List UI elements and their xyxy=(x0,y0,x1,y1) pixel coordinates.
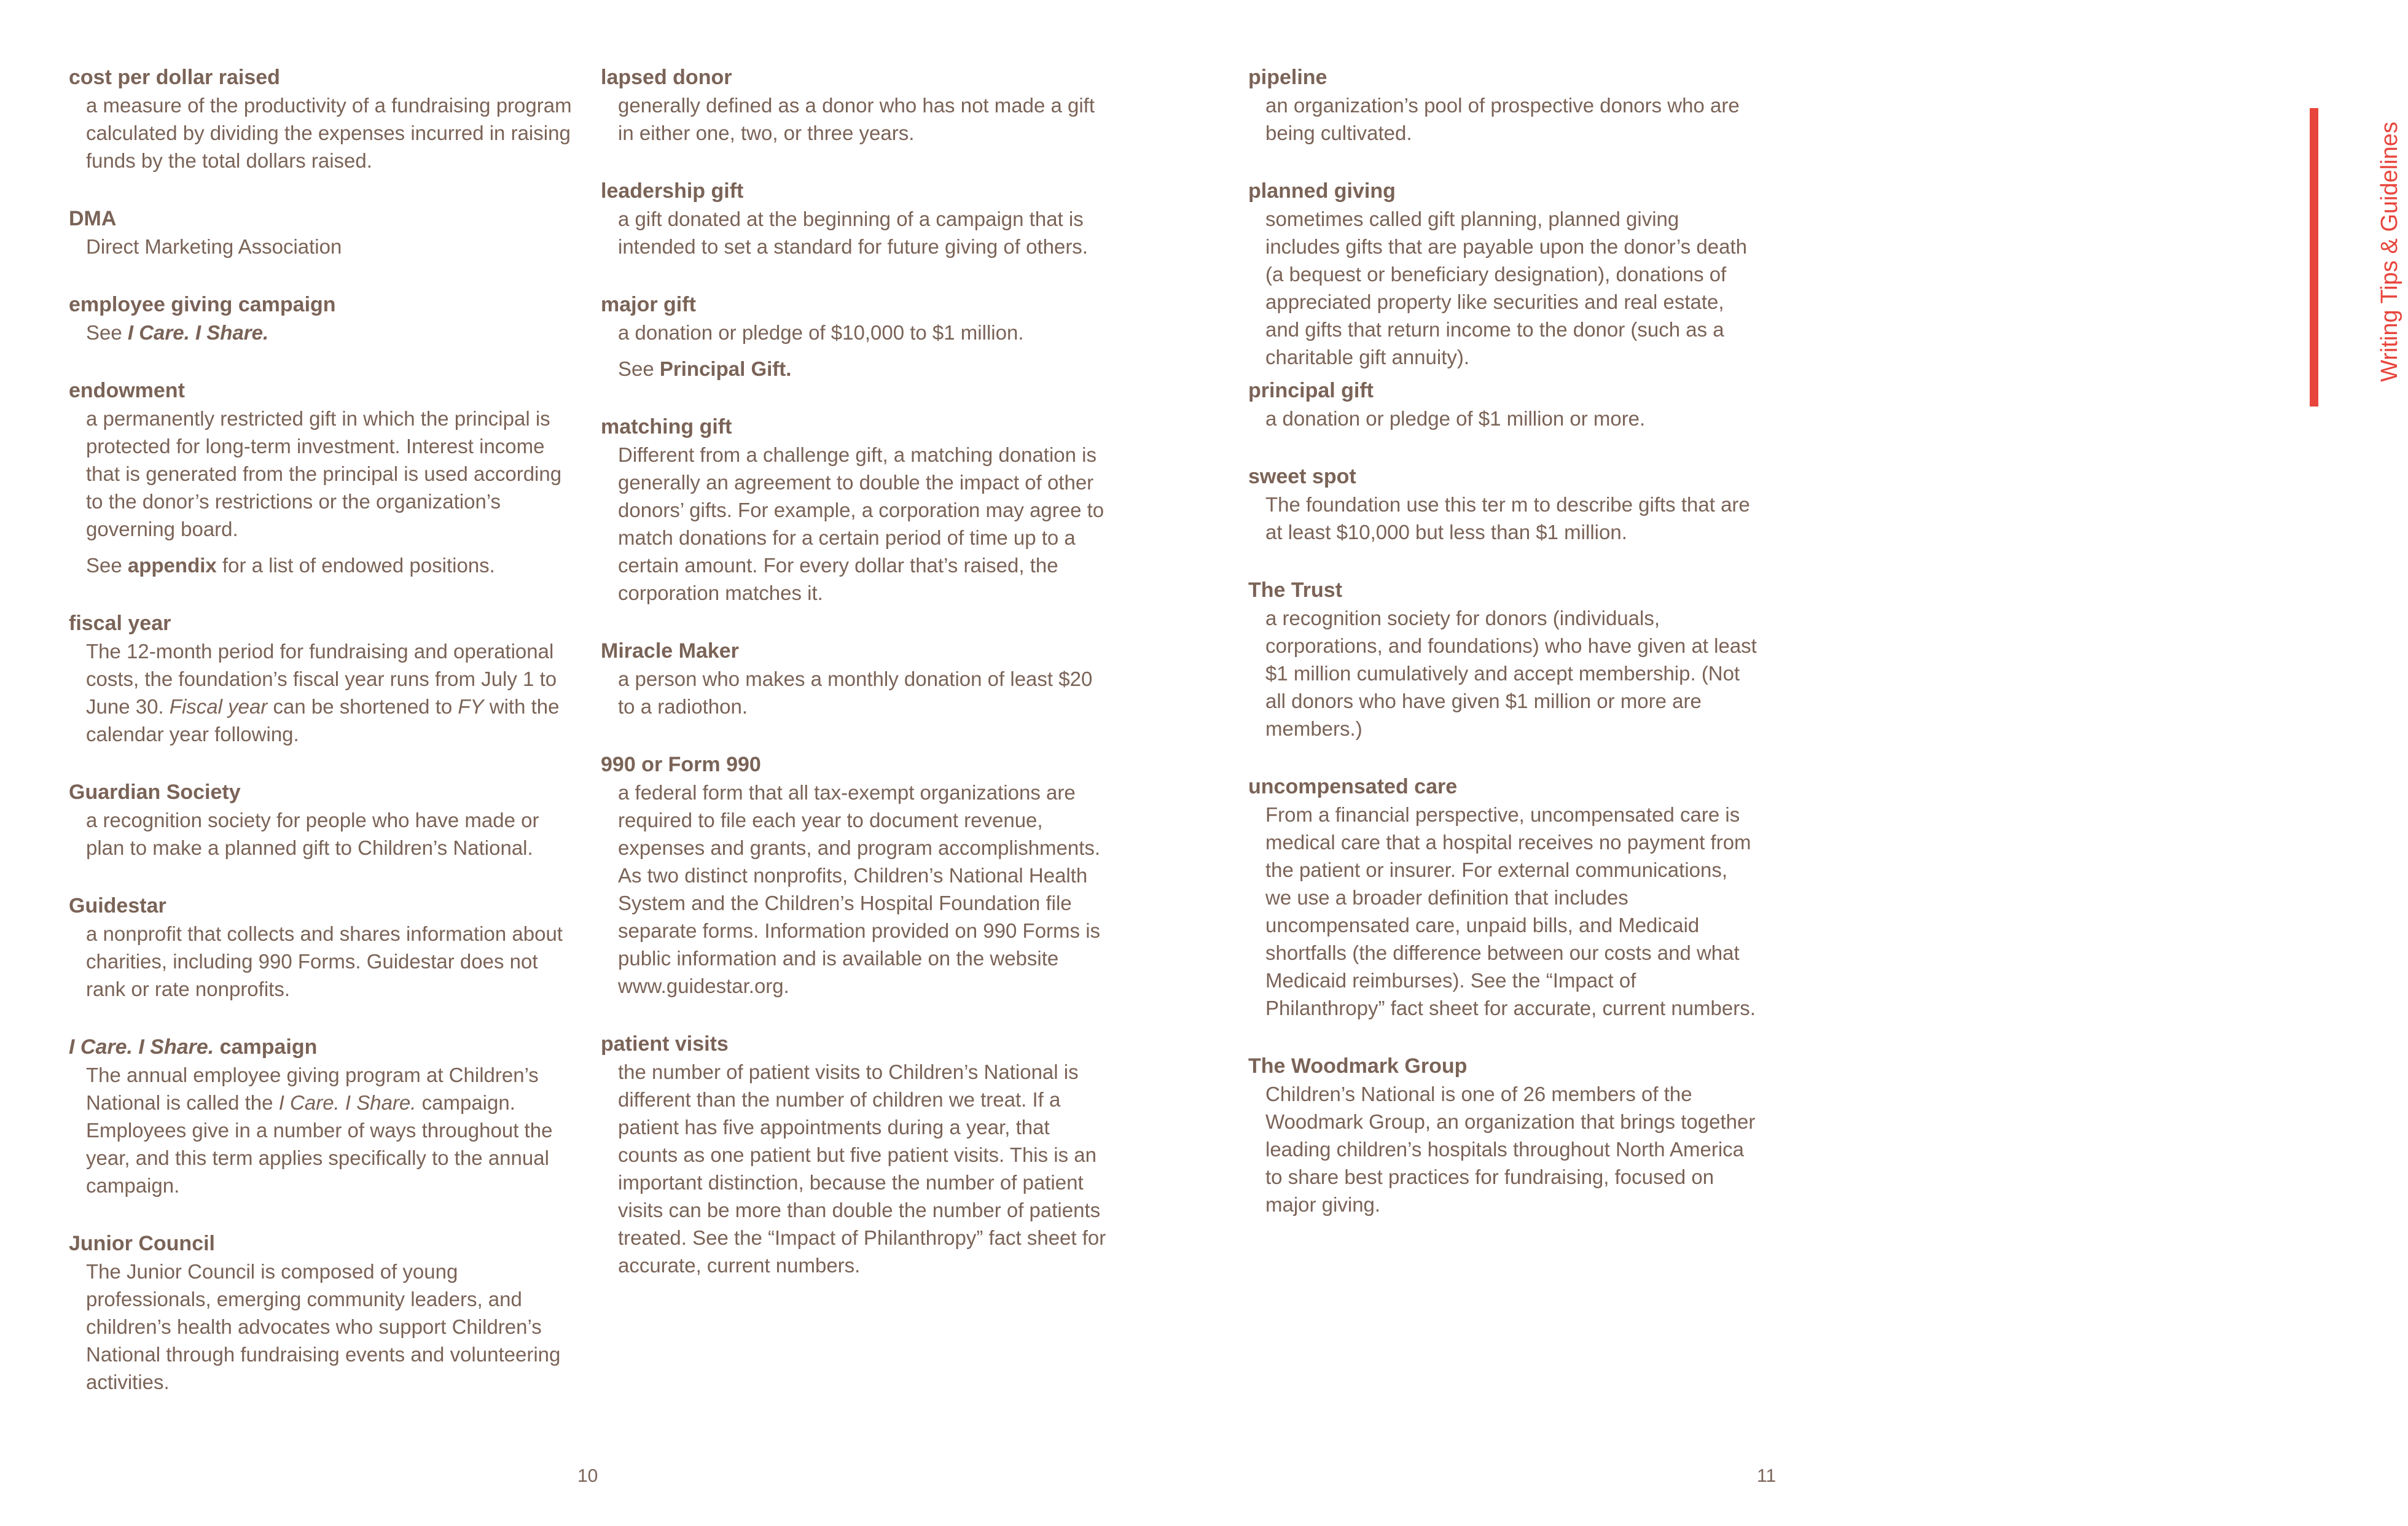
entry-definition: the number of patient visits to Children’s National is different than the number of children we treat. If a patient has five appointments during a year, that counts as one patient but five patient visits. This is an important distinction, because the number of patient visits can be more than double the number of patients treated. See the “Impact of Philanthropy” fact sheet for accurate, current numbers. xyxy=(618,1061,1106,1277)
entry-leadership-gift xyxy=(601,177,1111,260)
entry-definition: a person who makes a monthly donation of least $20 to a radiothon. xyxy=(618,668,1093,718)
entry-definition: Children’s National is one of 26 members of the Woodmark Group, an organization that brings together leading children’s hospitals throughout North America to share best practices for fundraising, focused on major giving. xyxy=(1265,1083,1756,1216)
entry-term: pipeline xyxy=(1248,66,1327,89)
entry-definition: Different from a challenge gift, a matching donation is generally an agreement to double the impact of other donors’ gifts. For example, a corporation may agree to match donations for a certain period of time up to a certain amount. For every dollar that’s raised, the corporation matches it. xyxy=(618,443,1104,604)
definition-text: with the calendar year following. xyxy=(86,695,560,745)
glossary-column-3 xyxy=(1248,64,1758,1249)
entry-term: principal gift xyxy=(1248,379,1374,402)
term-italic: I Care. I Share. xyxy=(69,1035,214,1059)
entry-term: Miracle Maker xyxy=(601,639,739,663)
entry-term: Guidestar xyxy=(69,894,166,917)
see-prefix: See xyxy=(618,357,660,380)
entry-definition: a donation or pledge of $10,000 to $1 million. xyxy=(618,321,1024,344)
entry-term xyxy=(69,1034,579,1061)
entry-form-990 xyxy=(601,751,1111,1000)
page-number-right: 11 xyxy=(1757,1466,1777,1486)
entry-definition: a permanently restricted gift in which the principal is protected for long-term investment. Interest income that is generated from the principal is used according to the donor’s restrictions or the organization’s governing board. xyxy=(86,407,562,540)
entry-guardian-society xyxy=(69,779,579,862)
entry-definition: The foundation use this ter m to describe gifts that are at least $10,000 but less than $1 million. xyxy=(1265,493,1750,543)
entry-cost-per-dollar xyxy=(69,64,579,174)
entry-term: cost per dollar raised xyxy=(69,66,280,89)
entry-term: uncompensated care xyxy=(1248,775,1458,798)
definition-text: The 12-month period for fundraising and operational costs, the foundation’s fiscal year runs from July 1 to June 30. xyxy=(86,640,557,718)
entry-term: DMA xyxy=(69,207,117,230)
entry-term: sweet spot xyxy=(1248,465,1356,488)
term-text: campaign xyxy=(214,1035,318,1059)
entry-pipeline xyxy=(1248,64,1758,147)
entry-term: major gift xyxy=(601,293,696,316)
entry-employee-giving xyxy=(69,291,579,346)
entry-term: 990 or Form 990 xyxy=(601,753,761,776)
entry-principal-gift xyxy=(1248,377,1758,432)
entry-definition: a nonprofit that collects and shares information about charities, including 990 Forms. Guidestar does not rank or rate nonprofits. xyxy=(86,922,563,1000)
entry-term: Guardian Society xyxy=(69,781,241,804)
entry-icare-campaign xyxy=(69,1034,579,1199)
entry-term: Junior Council xyxy=(69,1232,215,1255)
entry-patient-visits xyxy=(601,1030,1111,1279)
entry-definition: an organization’s pool of prospective donors who are being cultivated. xyxy=(1265,94,1740,144)
entry-definition: sometimes called gift planning, planned giving includes gifts that are payable upon the donor’s death (a bequest or beneficiary designation), donations of appreciated property like securities and real estate, and gifts that return income to the donor (such as a charitable gift annuity). xyxy=(1265,208,1748,368)
entry-endowment xyxy=(69,377,579,579)
entry-term: leadership gift xyxy=(601,179,744,203)
entry-definition: The Junior Council is composed of young professionals, emerging community leaders, and children’s health advocates who support Children’s National through fundraising events and volunteering activities. xyxy=(86,1260,561,1393)
entry-definition: a donation or pledge of $1 million or more. xyxy=(1265,407,1646,430)
glossary-column-2 xyxy=(601,64,1111,1310)
entry-definition: a measure of the productivity of a fundraising program calculated by dividing the expenses incurred in raising funds by the total dollars raised. xyxy=(86,94,572,172)
entry-term: patient visits xyxy=(601,1032,729,1056)
entry-see-reference xyxy=(86,319,579,346)
entry-definition: a gift donated at the beginning of a campaign that is intended to set a standard for future giving of others. xyxy=(618,208,1088,258)
entry-term: endowment xyxy=(69,379,185,402)
see-suffix: for a list of endowed positions. xyxy=(216,554,495,577)
definition-text: can be shortened to xyxy=(267,695,458,718)
entry-definition: Direct Marketing Association xyxy=(86,235,342,258)
entry-term: The Trust xyxy=(1248,578,1343,602)
entry-matching-gift xyxy=(601,413,1111,607)
entry-term: lapsed donor xyxy=(601,66,732,89)
entry-junior-council xyxy=(69,1230,579,1396)
entry-sweet-spot xyxy=(1248,463,1758,546)
entry-definition xyxy=(86,637,579,748)
entry-guidestar xyxy=(69,892,579,1003)
entry-uncompensated-care xyxy=(1248,773,1758,1022)
see-prefix: See xyxy=(86,321,128,344)
entry-definition xyxy=(86,1061,579,1199)
entry-major-gift xyxy=(601,291,1111,383)
entry-definition: a recognition society for donors (individuals, corporations, and foundations) who have given at least $1 million cumulatively and accept membership. (Not all donors who have given $1 million or more are members.) xyxy=(1265,607,1757,740)
entry-term: planned giving xyxy=(1248,179,1396,203)
see-link: Principal Gift. xyxy=(659,357,792,380)
section-tab-bar xyxy=(2310,108,2318,407)
entry-miracle-maker xyxy=(601,637,1111,720)
entry-term: employee giving campaign xyxy=(69,293,336,316)
entry-definition: a federal form that all tax-exempt organizations are required to file each year to document revenue, expenses and grants, and program accomplishments. As two distinct nonprofits, Children’s National Health System and the Children’s Hospital Foundation file separate forms. Information provided on 990 Forms is public information and is available on the website www.guidestar.org. xyxy=(618,781,1101,997)
section-tab-label: Writing Tips & Guidelines xyxy=(2377,122,2402,382)
entry-definition: a recognition society for people who have made or plan to make a planned gift to Children’s National. xyxy=(86,809,539,859)
definition-italic: FY xyxy=(458,695,484,718)
entry-term: matching gift xyxy=(601,415,732,438)
entry-the-trust xyxy=(1248,577,1758,742)
entry-definition: From a financial perspective, uncompensated care is medical care that a hospital receives no payment from the patient or insurer. For external communications, we use a broader definition that includes uncompensated care, unpaid bills, and Medicaid shortfalls (the difference between our costs and what Medicaid reimburses). See the “Impact of Philanthropy” fact sheet for accurate, current numbers. xyxy=(1265,803,1756,1019)
entry-term: The Woodmark Group xyxy=(1248,1054,1468,1078)
definition-text: campaign. Employees give in a number of ways throughout the year, and this term applies specifically to the annual campaign. xyxy=(86,1091,553,1197)
entry-definition: generally defined as a donor who has not made a gift in either one, two, or three years. xyxy=(618,94,1095,144)
entry-term: fiscal year xyxy=(69,612,171,635)
definition-italic: Fiscal year xyxy=(169,695,268,718)
page-number-left: 10 xyxy=(577,1466,598,1486)
entry-see-reference xyxy=(86,551,579,579)
glossary-column-1 xyxy=(69,64,579,1427)
see-link: I Care. I Share. xyxy=(127,321,269,344)
see-link: appendix xyxy=(127,554,217,577)
entry-lapsed-donor xyxy=(601,64,1111,147)
definition-italic: I Care. I Share. xyxy=(278,1091,416,1114)
entry-fiscal-year xyxy=(69,610,579,748)
definition-text: The annual employee giving program at Children’s National is called the xyxy=(86,1064,539,1114)
entry-planned-giving xyxy=(1248,177,1758,371)
entry-see-reference xyxy=(618,355,1111,383)
entry-woodmark-group xyxy=(1248,1053,1758,1218)
entry-dma xyxy=(69,205,579,260)
see-prefix: See xyxy=(86,554,128,577)
